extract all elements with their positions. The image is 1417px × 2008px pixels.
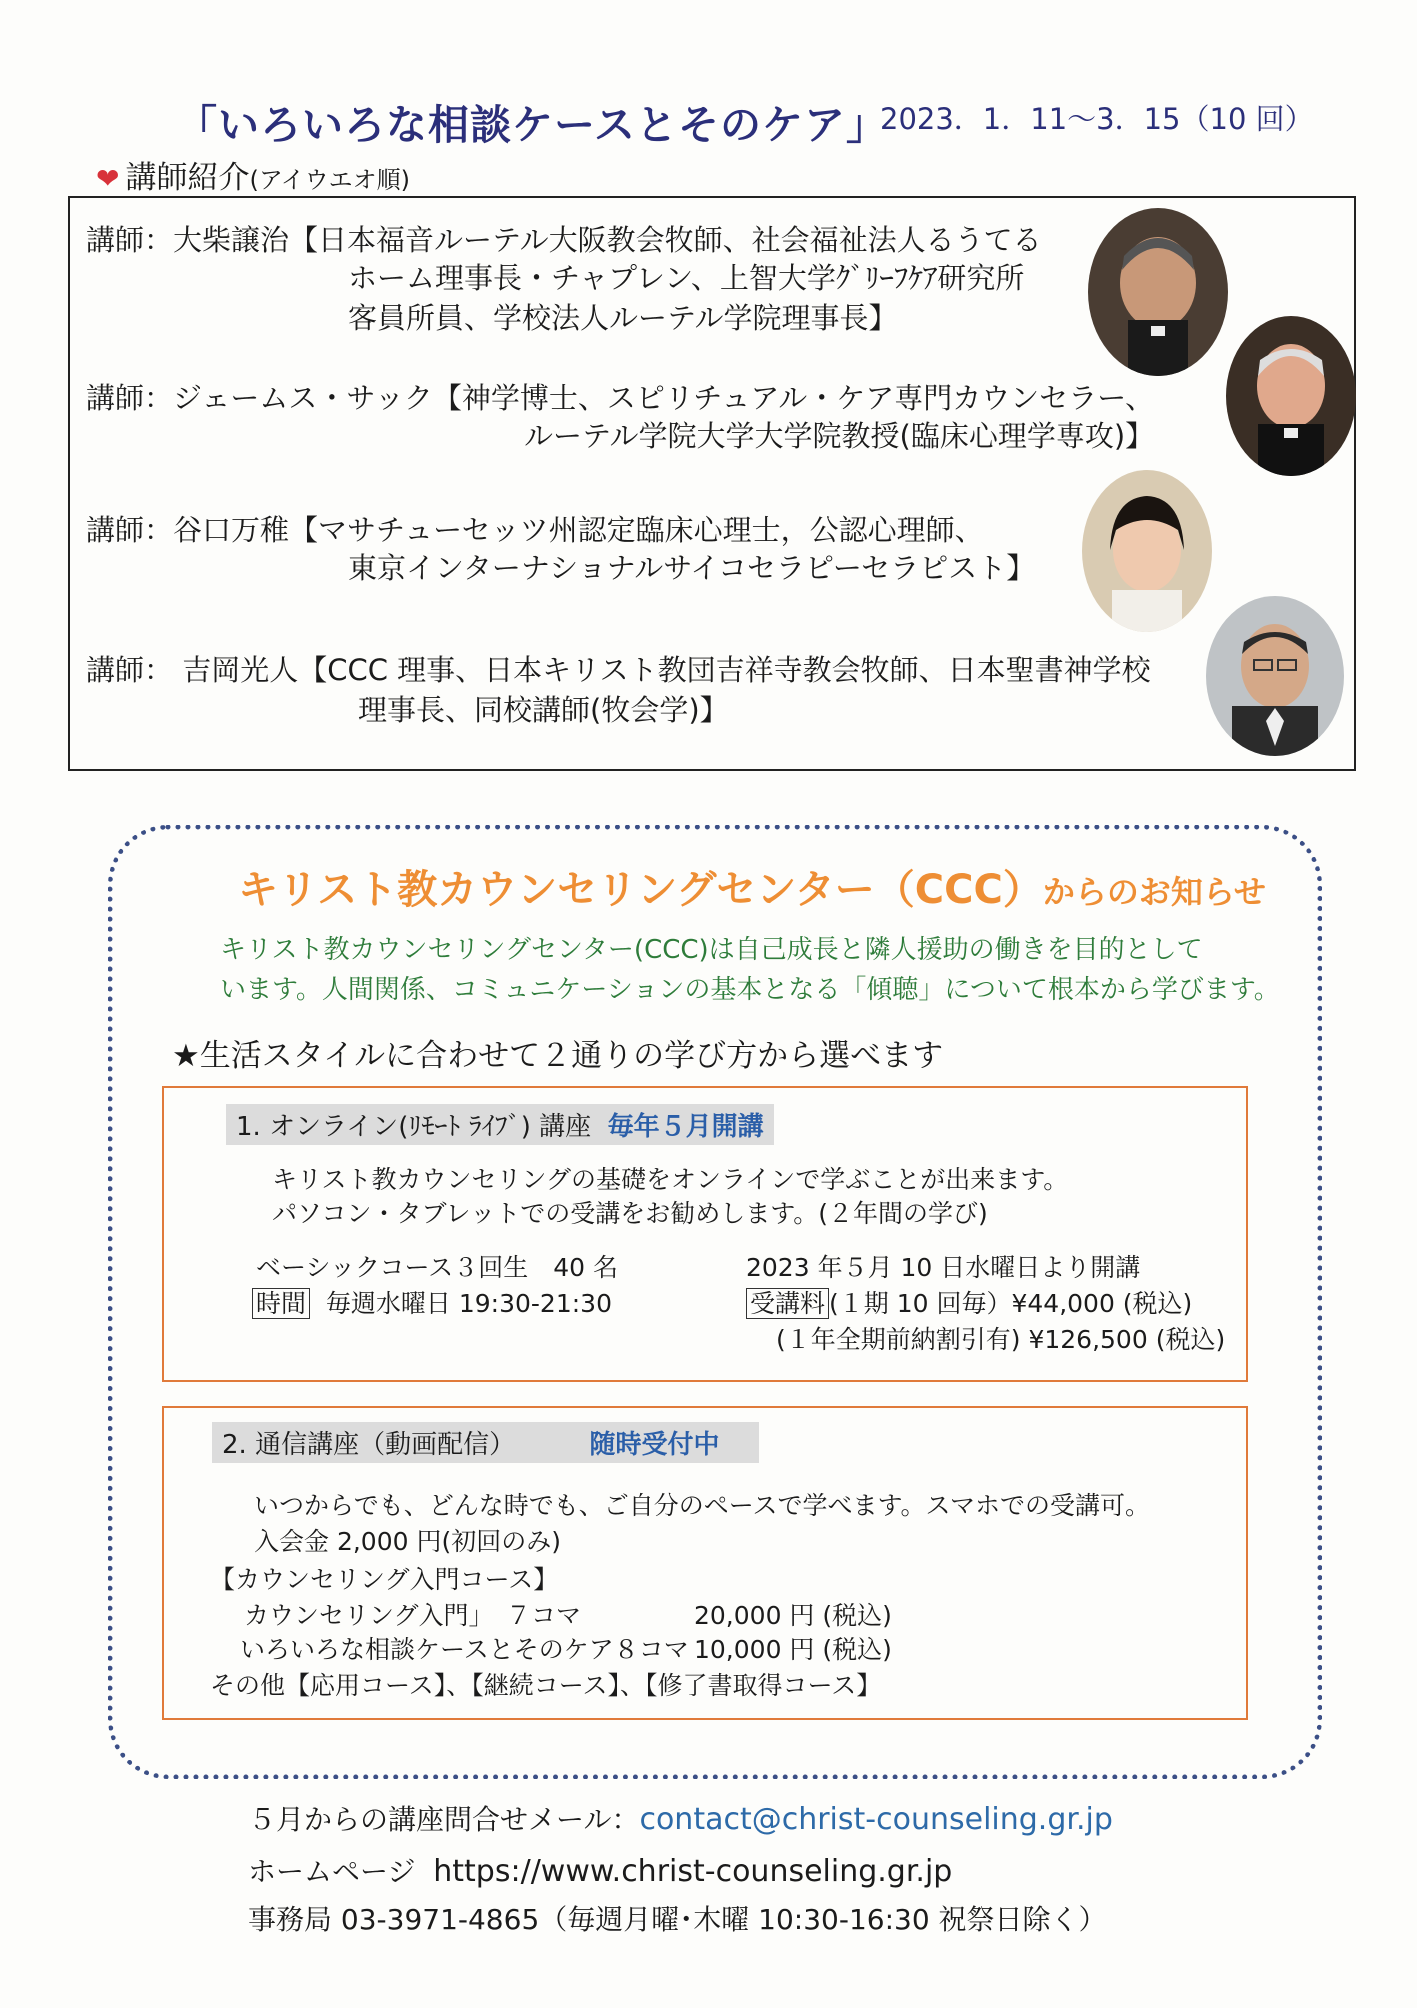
- ccc-title-main: キリスト教カウンセリングセンター（CCC）: [238, 867, 1043, 913]
- course2-fee-entry: 入会金 2,000 円(初回のみ): [254, 1527, 561, 1556]
- course2-title: 2. 通信講座（動画配信）: [222, 1430, 516, 1460]
- lecturer-2-label: 講師：ジェームス・サック: [86, 381, 433, 415]
- course2-header: [212, 1422, 759, 1463]
- course2-item1-name: カウンセリング入門」 ７コマ: [244, 1601, 582, 1630]
- ccc-intro: [220, 930, 1280, 1010]
- fee-value: (１期 10 回毎）¥44,000 (税込): [829, 1289, 1193, 1318]
- course2-item2-price: 10,000 円 (税込): [694, 1635, 892, 1664]
- lecturer-4-line2: 理事長、同校講師(牧会学)】: [358, 693, 729, 727]
- lecturer-3-line1: 【マサチューセッツ州認定臨床心理士，公認心理師、: [289, 513, 984, 547]
- lecturer-1-photo: [1088, 208, 1228, 376]
- lecturer-2: [86, 378, 1155, 453]
- course1-time: [252, 1284, 612, 1320]
- course2-box: [162, 1406, 1248, 1720]
- time-label: 時間: [252, 1288, 310, 1319]
- lecturer-4-photo: [1206, 596, 1344, 756]
- course2-item1-price: 20,000 円 (税込): [694, 1601, 892, 1630]
- mail-link[interactable]: contact@christ-counseling.gr.jp: [639, 1802, 1113, 1837]
- lecturer-box: [68, 196, 1356, 771]
- course1-title: 1. オンライン(ﾘﾓｰﾄ ﾗｲﾌﾞ) 講座: [236, 1112, 592, 1142]
- course2-section: 【カウンセリング入門コース】: [210, 1565, 559, 1594]
- course2-badge: 随時受付中: [589, 1430, 720, 1460]
- lecturer-2-line1: 【神学博士、スピリチュアル・ケア専門カウンセラー、: [432, 381, 1155, 415]
- course1-fee-year: (１年全期前納割引有) ¥126,500 (税込): [776, 1325, 1226, 1354]
- course1-box: [162, 1086, 1248, 1382]
- home-label: ホームページ: [248, 1855, 416, 1888]
- lecturer-3-label: 講師：谷口万稚: [86, 513, 290, 547]
- lecturer-3-photo: [1082, 470, 1212, 632]
- course1-basic: ベーシックコース３回生 40 名: [256, 1253, 619, 1282]
- lecturer-4: [86, 650, 1151, 727]
- lecturer-4-label: 講師： 吉岡光人: [86, 653, 299, 687]
- ccc-intro-line2: います。人間関係、コミュニケーションの基本となる「傾聴」について根本から学びます。: [220, 975, 1280, 1005]
- course1-fee: [746, 1284, 1192, 1320]
- course2-desc1: いつからでも、どんな時でも、ご自分のペースで学べます。スマホでの受講可。: [254, 1491, 1151, 1520]
- lecturer-1: [86, 220, 1042, 335]
- lecturer-4-line1: 【CCC 理事、日本キリスト教団吉祥寺教会牧師、日本聖書神学校: [298, 653, 1151, 687]
- intro-note: (アイウエオ順): [249, 166, 411, 194]
- ccc-intro-line1: キリスト教カウンセリングセンター(CCC)は自己成長と隣人援助の働きを目的として: [220, 935, 1203, 965]
- course1-header: [226, 1104, 774, 1145]
- course2-others: その他【応用コース】、【継続コース】、【修了書取得コース】: [210, 1671, 882, 1700]
- course1-desc1: キリスト教カウンセリングの基礎をオンラインで学ぶことが出来ます。: [272, 1165, 1069, 1194]
- learning-styles-heading: ★生活スタイルに合わせて２通りの学び方から選べます: [172, 1038, 944, 1074]
- course1-badge: 毎年５月開講: [607, 1112, 764, 1142]
- lecturer-1-line3: 客員所員、学校法人ルーテル学院理事長】: [348, 301, 898, 335]
- office-info: 事務局 03-3971-4865（毎週月曜･木曜 10:30-16:30 祝祭日除く）: [248, 1903, 1107, 1936]
- homepage: [248, 1850, 952, 1890]
- course2-item2-name: いろいろな相談ケースとそのケア８コマ: [240, 1635, 689, 1664]
- lecturer-1-label: 講師：大柴譲治: [86, 223, 290, 257]
- lecturer-1-line2: ホーム理事長・チャプレン、上智大学ｸﾞﾘｰﾌｹｱ研究所: [348, 261, 1025, 295]
- course-dates: 2023．1．11～3．15（10 回）: [880, 102, 1314, 136]
- course1-desc2: パソコン・タブレットでの受講をお勧めします。(２年間の学び): [272, 1199, 988, 1228]
- mail-label: ５月からの講座問合せメール：: [248, 1803, 640, 1836]
- lecturer-1-line1: 【日本福音ルーテル大阪教会牧師、社会福祉法人るうてる: [289, 223, 1042, 257]
- course1-start: 2023 年５月 10 日水曜日より開講: [746, 1253, 1141, 1282]
- lecturer-intro-heading: [96, 152, 410, 197]
- lecturer-2-photo: [1226, 316, 1356, 476]
- lecturer-2-line2: ルーテル学院大学大学院教授(臨床心理学専攻)】: [524, 419, 1155, 453]
- ccc-title-suffix: からのお知らせ: [1042, 873, 1266, 911]
- heart-icon: ❤: [96, 162, 120, 195]
- fee-label: 受講料: [746, 1288, 829, 1319]
- time-value: 毎週水曜日 19:30-21:30: [325, 1289, 612, 1318]
- home-url-link[interactable]: https://www.christ-counseling.gr.jp: [433, 1854, 953, 1889]
- page-title: 「いろいろな相談ケースとそのケア」: [176, 101, 888, 149]
- lecturer-3: [86, 510, 1036, 585]
- lecturer-3-line2: 東京インターナショナルサイコセラピーセラピスト】: [348, 551, 1036, 585]
- contact-mail: [248, 1798, 1113, 1838]
- ccc-title: [238, 858, 1266, 915]
- intro-label: 講師紹介: [125, 160, 250, 196]
